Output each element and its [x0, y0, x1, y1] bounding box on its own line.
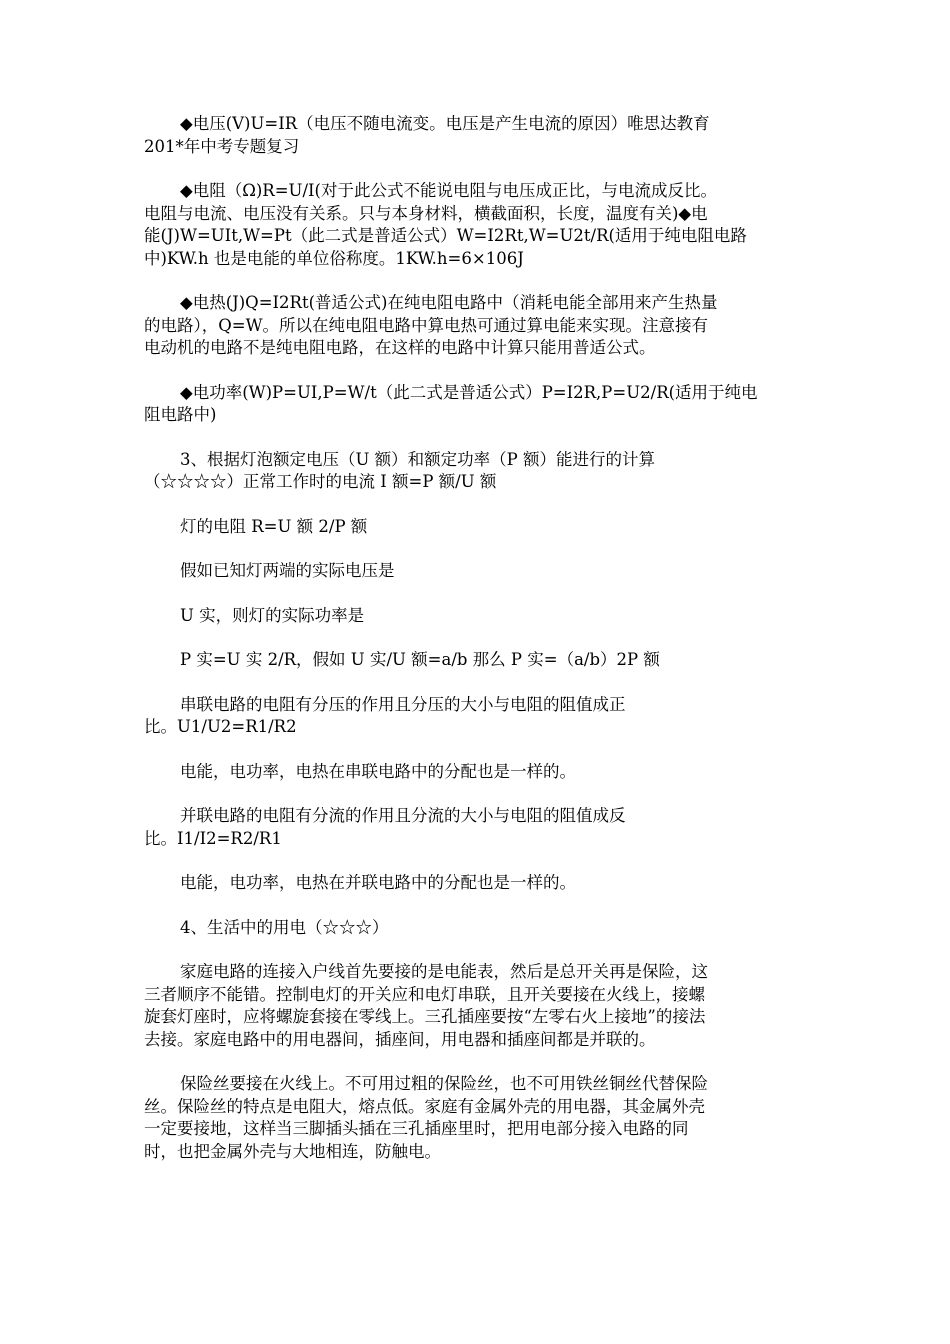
text-line: 灯的电阻 R=U 额 2/P 额 — [180, 516, 368, 536]
paragraph-power-ratio — [144, 649, 804, 672]
text-line: 比。I1/I2=R2/R1 — [144, 828, 282, 848]
text-line: P 实=U 实 2/R，假如 U 实/U 额=a/b 那么 P 实=（a/b）2P 额 — [180, 650, 660, 669]
text-line: 能(J)W=UIt,W=Pt（此二式是普适公式）W=I2Rt,W=U2t/R(适用于纯电阻电路 — [144, 226, 747, 245]
paragraph-power — [144, 382, 804, 427]
paragraph-actual-voltage — [144, 560, 804, 583]
text-line: 中)KW.h 也是电能的单位俗称度。1KW.h=6×106J — [144, 248, 524, 268]
paragraph-parallel-divider — [144, 805, 804, 850]
text-line: 电能，电功率，电热在串联电路中的分配也是一样的。 — [180, 761, 576, 781]
paragraph-actual-power — [144, 605, 804, 628]
paragraph-household-circuit — [144, 961, 804, 1051]
text-line: 家庭电路的连接入户线首先要接的是电能表，然后是总开关再是保险，这 — [180, 962, 708, 981]
text-line: 假如已知灯两端的实际电压是 — [180, 561, 395, 580]
text-line: 电能，电功率，电热在并联电路中的分配也是一样的。 — [180, 873, 576, 892]
paragraph-resistance — [144, 180, 804, 270]
paragraph-fuse — [144, 1073, 804, 1163]
text-line: 阻电路中) — [144, 405, 217, 424]
text-line: 3、根据灯泡额定电压（U 额）和额定功率（P 额）能进行的计算 — [180, 449, 655, 469]
paragraph-parallel-distribution — [144, 872, 804, 895]
text-line: 的电路），Q=W。所以在纯电阻电路中算电热可通过算电能来实现。注意接有 — [144, 315, 709, 335]
paragraph-series-distribution — [144, 761, 804, 784]
text-line: 并联电路的电阻有分流的作用且分流的大小与电阻的阻值成反 — [180, 806, 626, 825]
text-line: 旋套灯座时，应将螺旋套接在零线上。三孔插座要按“左零右火上接地”的接法 — [144, 1007, 706, 1026]
paragraph-lamp-resistance — [144, 516, 804, 539]
text-line: 电动机的电路不是纯电阻电路，在这样的电路中计算只能用普适公式。 — [144, 338, 656, 357]
text-line: 去接。家庭电路中的用电器间，插座间，用电器和插座间都是并联的。 — [144, 1029, 656, 1049]
text-line: （☆☆☆☆）正常工作时的电流 I 额=P 额/U 额 — [144, 472, 497, 491]
text-line: 三者顺序不能错。控制电灯的开关应和电灯串联，且开关要接在火线上，接螺 — [144, 984, 705, 1004]
paragraph-section-3 — [144, 449, 804, 494]
text-line: 丝。保险丝的特点是电阻大，熔点低。家庭有金属外壳的用电器，其金属外壳 — [144, 1096, 705, 1116]
text-line: ◆电功率(W)P=UI,P=W/t（此二式是普适公式）P=I2R,P=U2/R(适用于纯电 — [180, 382, 758, 402]
text-line: ◆电压(V)U=IR（电压不随电流变。电压是产生电流的原因）唯思达教育 — [180, 114, 710, 133]
text-line: U 实，则灯的实际功率是 — [180, 605, 365, 625]
text-line: ◆电热(J)Q=I2Rt(普适公式)在纯电阻电路中（消耗电能全部用来产生热量 — [180, 293, 718, 312]
document-page — [144, 113, 804, 1185]
text-line: 一定要接地，这样当三脚插头插在三孔插座里时，把用电部分接入电路的同 — [144, 1119, 689, 1138]
paragraph-heat — [144, 292, 804, 360]
text-line: 4、生活中的用电（☆☆☆） — [180, 917, 389, 937]
text-line: 201*年中考专题复习 — [144, 136, 300, 156]
text-line: 比。U1/U2=R1/R2 — [144, 717, 297, 736]
text-line: 串联电路的电阻有分压的作用且分压的大小与电阻的阻值成正 — [180, 694, 626, 714]
text-line: 保险丝要接在火线上。不可用过粗的保险丝，也不可用铁丝铜丝代替保险 — [180, 1074, 708, 1093]
text-line: ◆电阻（Ω)R=U/I(对于此公式不能说电阻与电压成正比，与电流成反比。 — [180, 181, 717, 200]
paragraph-series-divider — [144, 694, 804, 739]
text-line: 时，也把金属外壳与大地相连，防触电。 — [144, 1141, 441, 1161]
paragraph-section-4 — [144, 917, 804, 940]
text-line: 电阻与电流、电压没有关系。只与本身材料，横截面积，长度，温度有关)◆电 — [144, 203, 708, 223]
paragraph-voltage — [144, 113, 804, 158]
